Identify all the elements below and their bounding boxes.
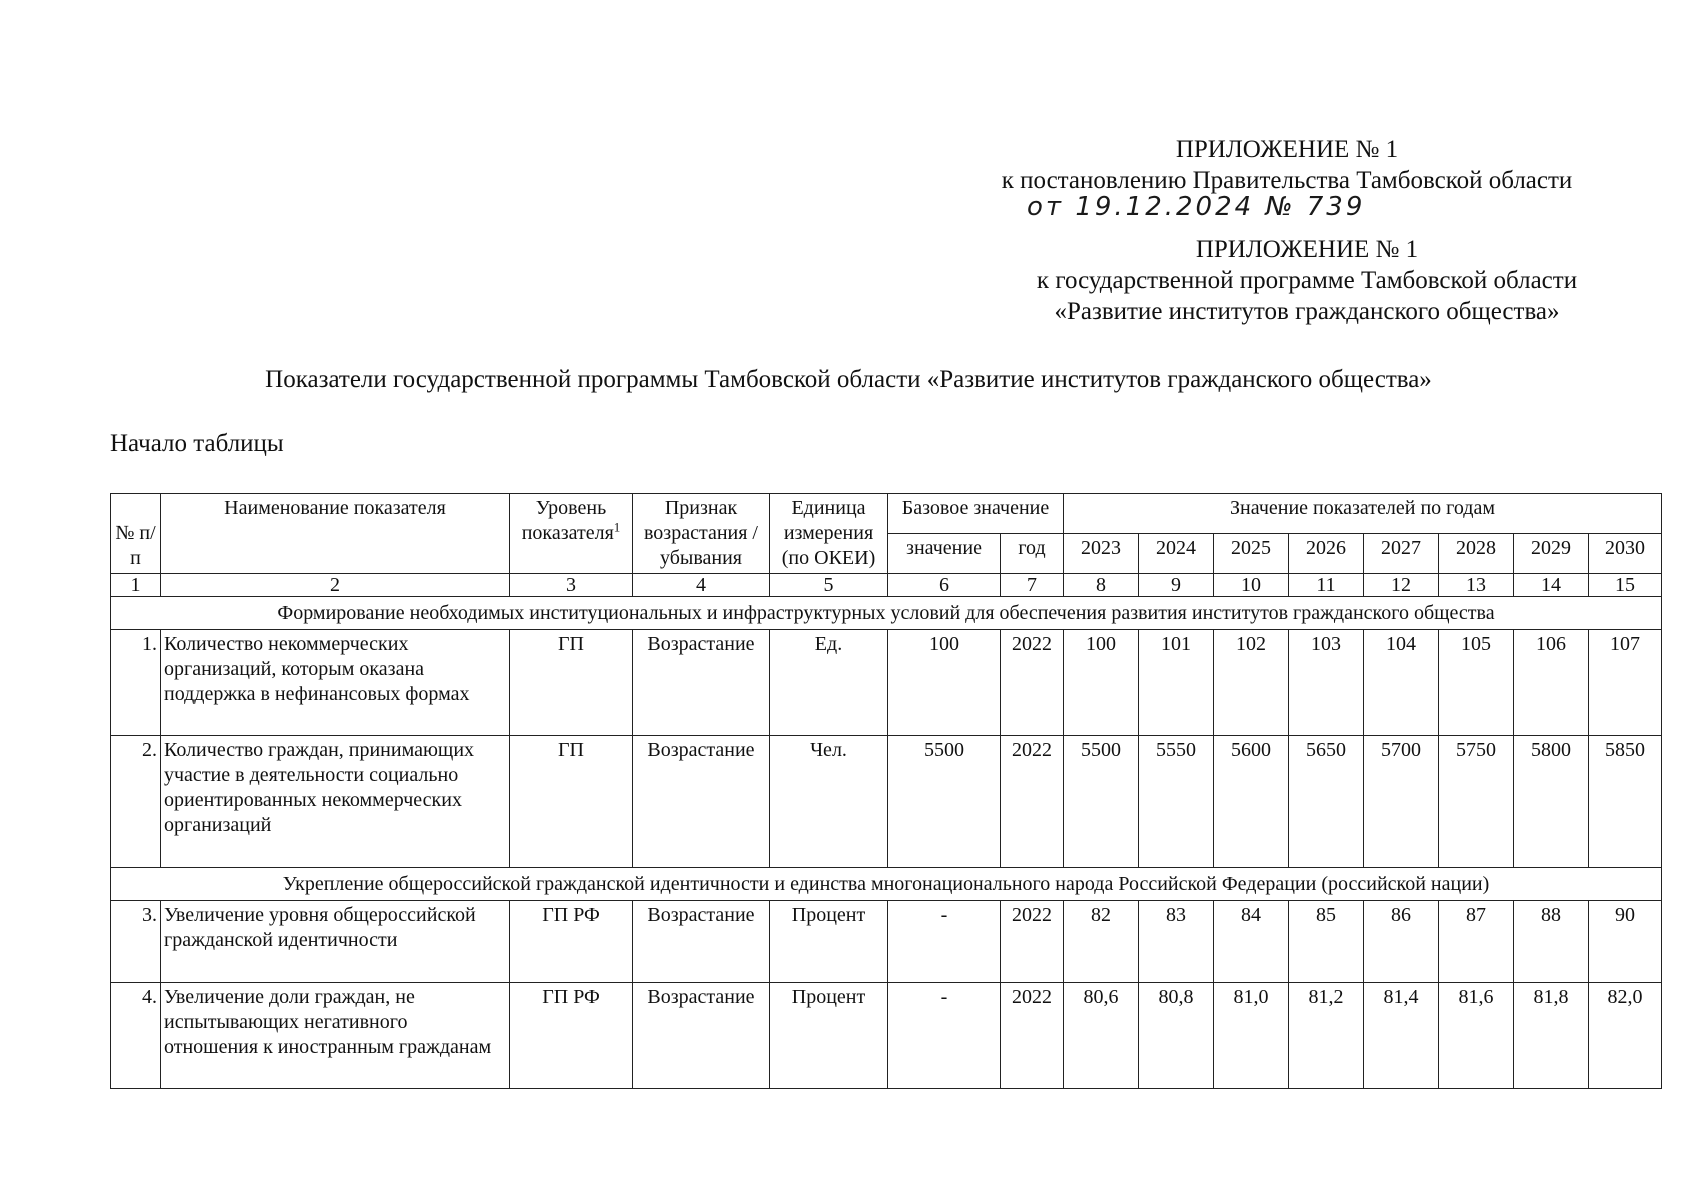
section-title: Укрепление общероссийской гражданской идентичности и единства многонационального народа Российской Федерации (российской нации)	[111, 868, 1662, 901]
year-value: 106	[1514, 630, 1589, 736]
row-number: 3.	[111, 901, 161, 983]
header-years-group: Значение показателей по годам	[1064, 494, 1662, 534]
row-number: 4.	[111, 983, 161, 1089]
indicator-trend: Возрастание	[633, 630, 770, 736]
base-year: 2022	[1001, 983, 1064, 1089]
year-value: 5600	[1214, 736, 1289, 868]
indicator-level: ГП	[510, 630, 633, 736]
column-index: 1	[111, 574, 161, 597]
year-value: 5750	[1439, 736, 1514, 868]
document-title: Показатели государственной программы Тамбовской области «Развитие институтов гражданского общества»	[265, 366, 1432, 393]
table-caption: Начало таблицы	[110, 430, 284, 457]
indicator-name: Увеличение доли граждан, не испытывающих негативного отношения к иностранным гражданам	[161, 983, 510, 1089]
handwritten-date-number: от 19.12.2024 № 739	[1027, 192, 1366, 222]
appendix-subtitle: к постановлению Правительства Тамбовской области	[1001, 167, 1573, 194]
row-number: 2.	[111, 736, 161, 868]
base-value: -	[888, 901, 1001, 983]
indicator-level: ГП РФ	[510, 901, 633, 983]
appendix-header-program	[987, 234, 1627, 327]
indicator-trend: Возрастание	[633, 901, 770, 983]
year-value: 107	[1589, 630, 1662, 736]
indicator-trend: Возрастание	[633, 736, 770, 868]
indicator-name: Количество граждан, принимающих участие в деятельности социально ориентированных некоммерческих организаций	[161, 736, 510, 868]
year-value: 84	[1214, 901, 1289, 983]
year-value: 85	[1289, 901, 1364, 983]
table-row	[111, 983, 1662, 1089]
base-value: -	[888, 983, 1001, 1089]
indicator-unit: Процент	[770, 983, 888, 1089]
year-value: 5650	[1289, 736, 1364, 868]
indicator-name: Количество некоммерческих организаций, которым оказана поддержка в нефинансовых формах	[161, 630, 510, 736]
header-level	[510, 494, 633, 574]
year-value: 90	[1589, 901, 1662, 983]
column-index: 14	[1514, 574, 1589, 597]
appendix-title: ПРИЛОЖЕНИЕ № 1	[1175, 136, 1399, 163]
year-value: 86	[1364, 901, 1439, 983]
base-year: 2022	[1001, 630, 1064, 736]
header-year: 2028	[1439, 534, 1514, 574]
year-value: 82,0	[1589, 983, 1662, 1089]
appendix-title: ПРИЛОЖЕНИЕ № 1	[1195, 236, 1419, 263]
column-index: 6	[888, 574, 1001, 597]
indicator-unit: Чел.	[770, 736, 888, 868]
base-year: 2022	[1001, 736, 1064, 868]
appendix-header-decree	[947, 134, 1627, 222]
header-year: 2030	[1589, 534, 1662, 574]
base-value: 5500	[888, 736, 1001, 868]
appendix-program-name: «Развитие институтов гражданского общества»	[1054, 298, 1560, 325]
header-name: Наименование показателя	[161, 494, 510, 574]
year-value: 80,8	[1139, 983, 1214, 1089]
year-value: 101	[1139, 630, 1214, 736]
column-index: 11	[1289, 574, 1364, 597]
section-title: Формирование необходимых институциональных и инфраструктурных условий для обеспечения развития институтов гражданского общества	[111, 597, 1662, 630]
year-value: 83	[1139, 901, 1214, 983]
column-index: 10	[1214, 574, 1289, 597]
column-index: 9	[1139, 574, 1214, 597]
header-year: 2025	[1214, 534, 1289, 574]
column-index: 13	[1439, 574, 1514, 597]
year-value: 102	[1214, 630, 1289, 736]
column-index-row	[111, 574, 1662, 597]
column-index: 2	[161, 574, 510, 597]
year-value: 5550	[1139, 736, 1214, 868]
column-index: 12	[1364, 574, 1439, 597]
indicator-unit: Процент	[770, 901, 888, 983]
column-index: 7	[1001, 574, 1064, 597]
appendix-program-line: к государственной программе Тамбовской области	[1036, 267, 1578, 294]
year-value: 88	[1514, 901, 1589, 983]
header-base: Базовое значение	[888, 494, 1064, 534]
year-value: 105	[1439, 630, 1514, 736]
footnote-marker: 1	[613, 519, 621, 535]
year-value: 5850	[1589, 736, 1662, 868]
column-index: 4	[633, 574, 770, 597]
table-row	[111, 736, 1662, 868]
table-row	[111, 630, 1662, 736]
header-year: 2026	[1289, 534, 1364, 574]
indicator-level: ГП	[510, 736, 633, 868]
column-index: 15	[1589, 574, 1662, 597]
header-trend: Признак возрастания / убывания	[633, 494, 770, 574]
section-row	[111, 868, 1662, 901]
year-value: 81,4	[1364, 983, 1439, 1089]
year-value: 103	[1289, 630, 1364, 736]
section-row	[111, 597, 1662, 630]
base-value: 100	[888, 630, 1001, 736]
header-year: 2024	[1139, 534, 1214, 574]
header-year: 2027	[1364, 534, 1439, 574]
year-value: 104	[1364, 630, 1439, 736]
base-year: 2022	[1001, 901, 1064, 983]
year-value: 5500	[1064, 736, 1139, 868]
header-unit: Единица измерения (по ОКЕИ)	[770, 494, 888, 574]
header-year: 2023	[1064, 534, 1139, 574]
indicator-trend: Возрастание	[633, 983, 770, 1089]
header-level-label: Уровень показателя	[521, 497, 614, 544]
indicator-name: Увеличение уровня общероссийской гражданской идентичности	[161, 901, 510, 983]
column-index: 8	[1064, 574, 1139, 597]
column-index: 5	[770, 574, 888, 597]
year-value: 87	[1439, 901, 1514, 983]
year-value: 81,2	[1289, 983, 1364, 1089]
column-index: 3	[510, 574, 633, 597]
year-value: 80,6	[1064, 983, 1139, 1089]
indicator-level: ГП РФ	[510, 983, 633, 1089]
year-value: 5800	[1514, 736, 1589, 868]
year-value: 81,6	[1439, 983, 1514, 1089]
year-value: 81,0	[1214, 983, 1289, 1089]
header-base-value: значение	[888, 534, 1001, 574]
year-value: 100	[1064, 630, 1139, 736]
year-value: 82	[1064, 901, 1139, 983]
year-value: 5700	[1364, 736, 1439, 868]
header-base-year: год	[1001, 534, 1064, 574]
indicator-unit: Ед.	[770, 630, 888, 736]
header-year: 2029	[1514, 534, 1589, 574]
header-num: № п/п	[111, 494, 161, 574]
header-row	[111, 494, 1662, 534]
row-number: 1.	[111, 630, 161, 736]
year-value: 81,8	[1514, 983, 1589, 1089]
indicators-table	[110, 493, 1662, 1089]
table-row	[111, 901, 1662, 983]
